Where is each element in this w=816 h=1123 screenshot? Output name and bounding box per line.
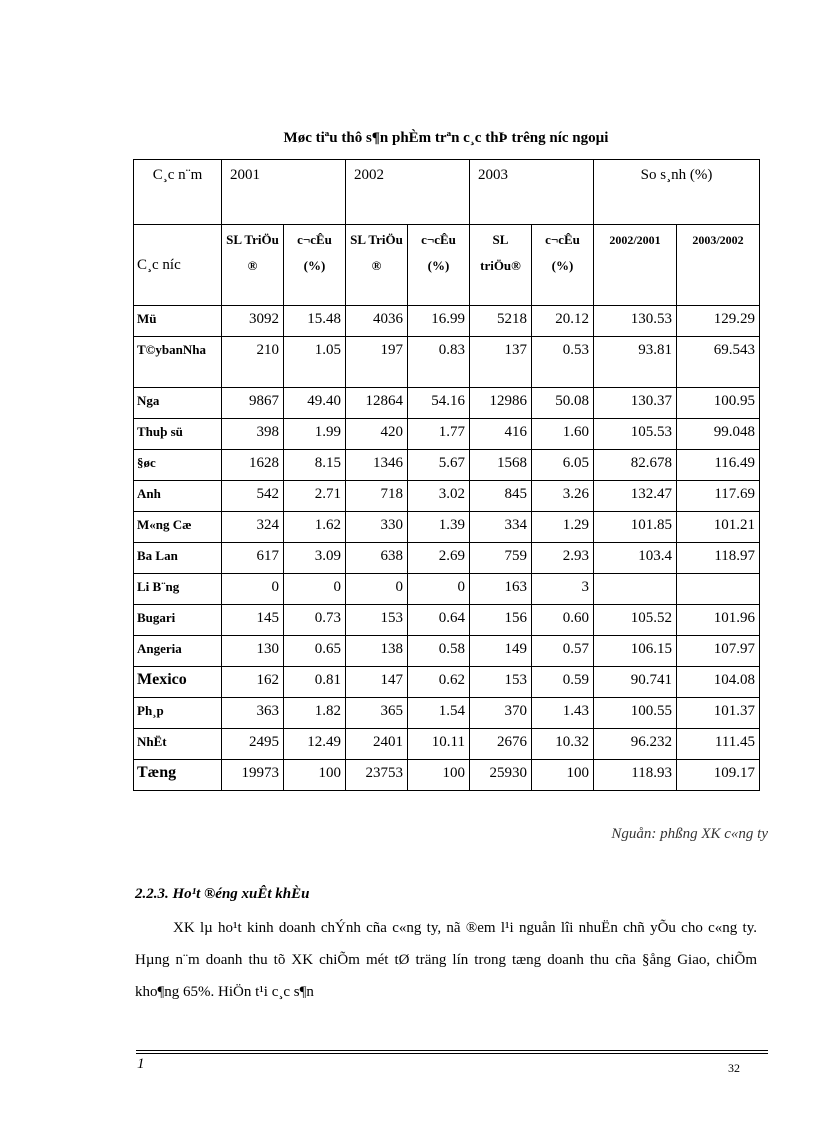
value-cell: 137 (470, 337, 532, 388)
value-cell: 5.67 (408, 450, 470, 481)
table-row (134, 636, 760, 667)
value-cell: 101.85 (594, 512, 677, 543)
value-cell: 149 (470, 636, 532, 667)
value-cell: 153 (346, 605, 408, 636)
value-cell: 99.048 (677, 419, 760, 450)
table-row (134, 481, 760, 512)
value-cell: 1628 (222, 450, 284, 481)
value-cell: 1.54 (408, 698, 470, 729)
value-cell: 0.57 (532, 636, 594, 667)
value-cell: 16.99 (408, 306, 470, 337)
table-row (134, 729, 760, 760)
value-cell: 617 (222, 543, 284, 574)
value-cell: 116.49 (677, 450, 760, 481)
value-cell: 54.16 (408, 388, 470, 419)
value-cell: 0.58 (408, 636, 470, 667)
country-cell: Mexico (134, 667, 222, 698)
value-cell: 1.05 (284, 337, 346, 388)
value-cell: 20.12 (532, 306, 594, 337)
table-row (134, 574, 760, 605)
value-cell: 3.26 (532, 481, 594, 512)
value-cell: 100.55 (594, 698, 677, 729)
value-cell: 93.81 (594, 337, 677, 388)
value-cell: 210 (222, 337, 284, 388)
header-cmp-1: 2002/2001 (594, 225, 677, 306)
footer-left: 1 (137, 1056, 145, 1072)
value-cell: 334 (470, 512, 532, 543)
value-cell: 101.37 (677, 698, 760, 729)
value-cell: 49.40 (284, 388, 346, 419)
value-cell: 107.97 (677, 636, 760, 667)
value-cell: 0.62 (408, 667, 470, 698)
country-cell: Anh (134, 481, 222, 512)
value-cell: 153 (470, 667, 532, 698)
value-cell: 156 (470, 605, 532, 636)
value-cell: 0 (346, 574, 408, 605)
value-cell: 163 (470, 574, 532, 605)
value-cell: 12986 (470, 388, 532, 419)
value-cell: 3.09 (284, 543, 346, 574)
value-cell: 197 (346, 337, 408, 388)
value-cell: 100.95 (677, 388, 760, 419)
value-cell: 0.83 (408, 337, 470, 388)
header-corner-top: C¸c n¨m (134, 160, 222, 225)
value-cell: 130.53 (594, 306, 677, 337)
country-cell: T©ybanNha (134, 337, 222, 388)
header-cc-2003: c¬cÊu (%) (532, 225, 594, 306)
value-cell: 130.37 (594, 388, 677, 419)
value-cell: 6.05 (532, 450, 594, 481)
country-cell: Nga (134, 388, 222, 419)
value-cell: 96.232 (594, 729, 677, 760)
value-cell: 10.32 (532, 729, 594, 760)
value-cell: 0 (284, 574, 346, 605)
value-cell: 5218 (470, 306, 532, 337)
export-table (133, 159, 760, 791)
value-cell: 19973 (222, 760, 284, 791)
value-cell: 101.21 (677, 512, 760, 543)
header-corner-bottom: C¸c níc (134, 225, 222, 306)
value-cell: 2.71 (284, 481, 346, 512)
value-cell: 2676 (470, 729, 532, 760)
page-number: 32 (728, 1061, 740, 1075)
value-cell: 138 (346, 636, 408, 667)
country-cell: NhËt (134, 729, 222, 760)
source-note: Nguån: phßng XK c«ng ty (611, 826, 768, 842)
value-cell: 1.99 (284, 419, 346, 450)
value-cell: 420 (346, 419, 408, 450)
value-cell: 398 (222, 419, 284, 450)
value-cell: 105.52 (594, 605, 677, 636)
table-row (134, 667, 760, 698)
value-cell: 1346 (346, 450, 408, 481)
value-cell: 1.39 (408, 512, 470, 543)
header-cmp-2: 2003/2002 (677, 225, 760, 306)
value-cell: 2495 (222, 729, 284, 760)
value-cell: 12.49 (284, 729, 346, 760)
value-cell: 2.69 (408, 543, 470, 574)
value-cell: 416 (470, 419, 532, 450)
country-cell: Ph¸p (134, 698, 222, 729)
value-cell: 109.17 (677, 760, 760, 791)
country-cell: §øc (134, 450, 222, 481)
value-cell: 105.53 (594, 419, 677, 450)
value-cell: 111.45 (677, 729, 760, 760)
value-cell: 23753 (346, 760, 408, 791)
value-cell: 117.69 (677, 481, 760, 512)
value-cell: 1.60 (532, 419, 594, 450)
value-cell: 330 (346, 512, 408, 543)
country-cell: M«ng Cæ (134, 512, 222, 543)
value-cell: 101.96 (677, 605, 760, 636)
value-cell: 2401 (346, 729, 408, 760)
value-cell: 82.678 (594, 450, 677, 481)
value-cell: 1.43 (532, 698, 594, 729)
table-row (134, 419, 760, 450)
value-cell: 130 (222, 636, 284, 667)
value-cell: 118.93 (594, 760, 677, 791)
value-cell: 1.77 (408, 419, 470, 450)
value-cell: 0.53 (532, 337, 594, 388)
value-cell: 147 (346, 667, 408, 698)
country-cell: Angeria (134, 636, 222, 667)
value-cell: 2.93 (532, 543, 594, 574)
value-cell: 3092 (222, 306, 284, 337)
section-heading: 2.2.3. Ho¹t ®éng xuÊt khÈu (135, 886, 310, 902)
header-sl-2001: SL TriÖu ® (222, 225, 284, 306)
value-cell: 90.741 (594, 667, 677, 698)
value-cell: 0.64 (408, 605, 470, 636)
value-cell: 1.62 (284, 512, 346, 543)
table-title: Møc tiªu thô s¶n phÈm trªn c¸c thÞ trêng níc ngoµi (283, 130, 609, 146)
table-row (134, 543, 760, 574)
country-cell: Bugari (134, 605, 222, 636)
value-cell: 162 (222, 667, 284, 698)
table-row (134, 760, 760, 791)
value-cell: 363 (222, 698, 284, 729)
value-cell: 0.59 (532, 667, 594, 698)
value-cell: 132.47 (594, 481, 677, 512)
header-year-2001: 2001 (222, 160, 346, 225)
value-cell: 8.15 (284, 450, 346, 481)
header-compare: So s¸nh (%) (594, 160, 760, 225)
table-row (134, 450, 760, 481)
value-cell: 3 (532, 574, 594, 605)
value-cell (594, 574, 677, 605)
value-cell: 1.82 (284, 698, 346, 729)
value-cell: 0.60 (532, 605, 594, 636)
value-cell: 3.02 (408, 481, 470, 512)
value-cell: 845 (470, 481, 532, 512)
value-cell: 106.15 (594, 636, 677, 667)
table-row (134, 388, 760, 419)
body-paragraph: XK lµ ho¹t kinh doanh chÝnh cña c«ng ty, nã ®em l¹i nguån lîi nhuËn chñ yÕu cho c«ng ty. Hµng n¨m doanh thu tõ XK chiÕm mét tØ träng lín trong tæng doanh thu cña §ång Giao, chiÕm kho¶ng 65%. HiÖn t¹i c¸c s¶n (135, 920, 757, 1000)
header-sl-2002: SL TriÖu ® (346, 225, 408, 306)
footer-rule (136, 1050, 768, 1051)
value-cell: 0.81 (284, 667, 346, 698)
table-row (134, 512, 760, 543)
table-row (134, 306, 760, 337)
value-cell: 1.29 (532, 512, 594, 543)
value-cell: 100 (532, 760, 594, 791)
table-row (134, 698, 760, 729)
table-row (134, 337, 760, 388)
value-cell: 15.48 (284, 306, 346, 337)
value-cell: 25930 (470, 760, 532, 791)
value-cell (677, 574, 760, 605)
header-year-2003: 2003 (470, 160, 594, 225)
country-cell: Ba Lan (134, 543, 222, 574)
value-cell: 365 (346, 698, 408, 729)
value-cell: 4036 (346, 306, 408, 337)
country-cell: Mü (134, 306, 222, 337)
value-cell: 718 (346, 481, 408, 512)
value-cell: 145 (222, 605, 284, 636)
value-cell: 103.4 (594, 543, 677, 574)
value-cell: 100 (408, 760, 470, 791)
value-cell: 104.08 (677, 667, 760, 698)
header-sl-2003: SL triÖu® (470, 225, 532, 306)
value-cell: 324 (222, 512, 284, 543)
country-cell: Li B¨ng (134, 574, 222, 605)
value-cell: 129.29 (677, 306, 760, 337)
footer-rule-double (136, 1053, 768, 1054)
value-cell: 542 (222, 481, 284, 512)
table-row (134, 605, 760, 636)
value-cell: 10.11 (408, 729, 470, 760)
value-cell: 69.543 (677, 337, 760, 388)
value-cell: 638 (346, 543, 408, 574)
value-cell: 0.65 (284, 636, 346, 667)
value-cell: 370 (470, 698, 532, 729)
value-cell: 759 (470, 543, 532, 574)
header-cc-2002: c¬cÊu (%) (408, 225, 470, 306)
value-cell: 50.08 (532, 388, 594, 419)
value-cell: 0 (408, 574, 470, 605)
value-cell: 118.97 (677, 543, 760, 574)
country-cell: Thuþ sü (134, 419, 222, 450)
value-cell: 12864 (346, 388, 408, 419)
value-cell: 100 (284, 760, 346, 791)
value-cell: 0.73 (284, 605, 346, 636)
value-cell: 1568 (470, 450, 532, 481)
header-year-2002: 2002 (346, 160, 470, 225)
header-cc-2001: c¬cÊu (%) (284, 225, 346, 306)
country-cell: Tæng (134, 760, 222, 791)
value-cell: 9867 (222, 388, 284, 419)
value-cell: 0 (222, 574, 284, 605)
